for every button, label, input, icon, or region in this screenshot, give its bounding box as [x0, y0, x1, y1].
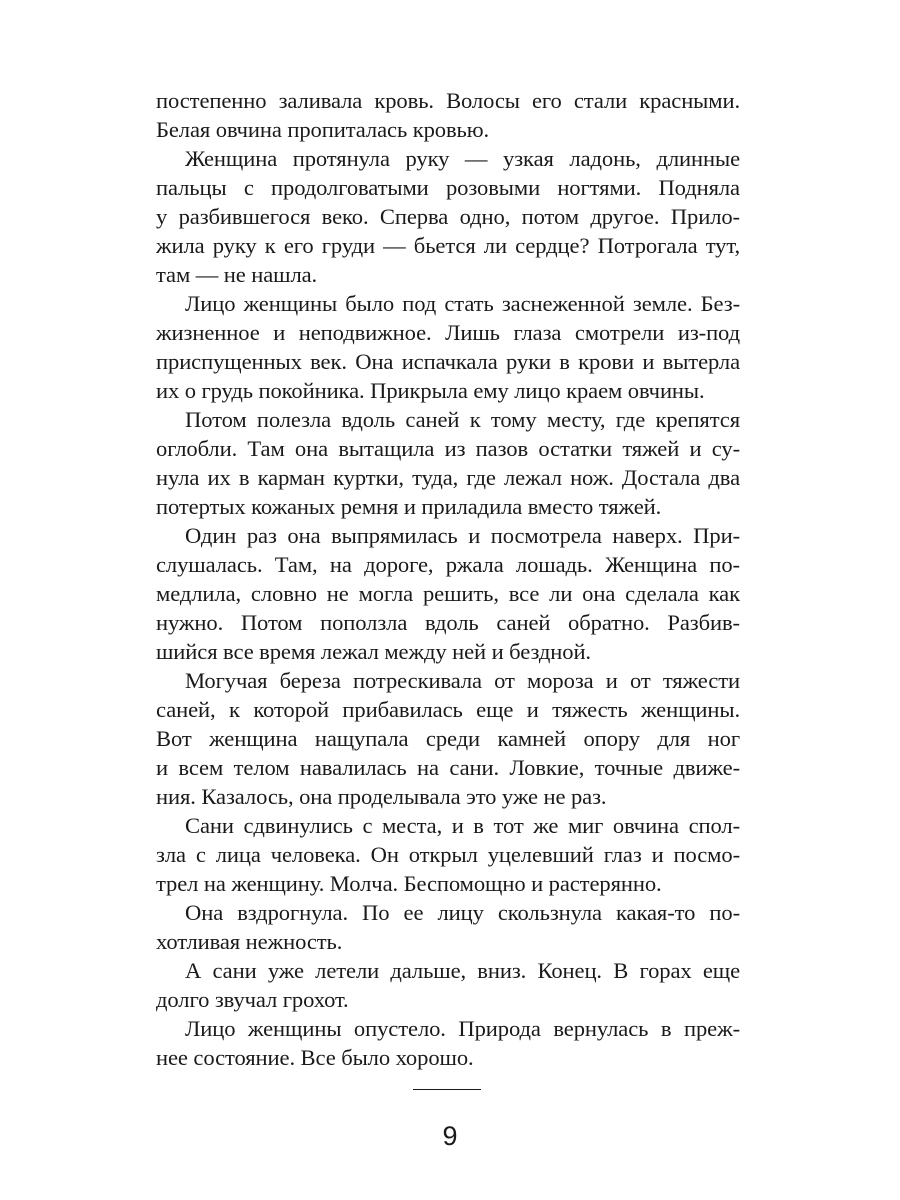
text-line: слушалась. Там, на дороге, ржала лошадь. Женщина по- — [156, 552, 740, 577]
body-text — [156, 86, 740, 1072]
text-line: жизненное и неподвижное. Лишь глаза смотрели из-под — [156, 320, 740, 345]
text-line: оглобли. Там она вытащила из пазов остатки тяжей и су- — [156, 436, 740, 461]
text-line: постепенно заливала кровь. Волосы его стали красными. — [156, 88, 740, 113]
paragraph-8 — [156, 898, 740, 956]
paragraph-9 — [156, 956, 740, 1014]
text-line: жила руку к его груди — бьется ли сердце? Потрогала тут, — [156, 233, 740, 258]
paragraph-10 — [156, 1014, 740, 1072]
text-line: Один раз она выпрямилась и посмотрела наверх. При- — [185, 523, 740, 548]
text-line: ния. Казалось, она проделывала это уже не раз. — [156, 784, 607, 809]
text-line: нула их в карман куртки, туда, где лежал нож. Достала два — [156, 465, 740, 490]
paragraph-3 — [156, 289, 740, 405]
text-line: пальцы с продолговатыми розовыми ногтями. Подняла — [156, 175, 740, 200]
text-line: нужно. Потом поползла вдоль саней обратно. Разбив- — [156, 610, 740, 635]
text-line: потертых кожаных ремня и приладила вместо тяжей. — [156, 494, 662, 519]
text-line: зла с лица человека. Он открыл уцелевший глаз и посмо- — [156, 842, 740, 867]
paragraph-1 — [156, 86, 740, 144]
text-line: Потом полезла вдоль саней к тому месту, где крепятся — [185, 407, 740, 432]
text-line: у разбившегося веко. Сперва одно, потом другое. Прило- — [156, 204, 740, 229]
text-line: хотливая нежность. — [156, 929, 343, 954]
text-line: и всем телом навалилась на сани. Ловкие, точные движе- — [156, 755, 740, 780]
text-line: Вот женщина нащупала среди камней опору для ног — [156, 726, 740, 751]
text-line: медлила, словно не могла решить, все ли она сделала как — [156, 581, 740, 606]
page-number: 9 — [442, 1121, 458, 1151]
paragraph-4 — [156, 405, 740, 521]
paragraph-7 — [156, 811, 740, 898]
text-line: нее состояние. Все было хорошо. — [156, 1045, 474, 1070]
paragraph-2 — [156, 144, 740, 289]
text-line: приспущенных век. Она испачкала руки в крови и вытерла — [156, 349, 740, 374]
paragraph-5 — [156, 521, 740, 666]
text-line: Сани сдвинулись с места, и в тот же миг овчина спол- — [185, 813, 740, 838]
text-line: А сани уже летели дальше, вниз. Конец. В горах еще — [185, 958, 740, 983]
text-line: Лицо женщины опустело. Природа вернулась в преж- — [185, 1016, 740, 1041]
text-line: трел на женщину. Молча. Беспомощно и растерянно. — [156, 871, 662, 896]
text-line: там — не нашла. — [156, 262, 318, 287]
text-line: Лицо женщины было под стать заснеженной земле. Без- — [185, 291, 740, 316]
text-line: Могучая береза потрескивала от мороза и от тяжести — [185, 668, 740, 693]
text-line: их о грудь покойника. Прикрыла ему лицо краем овчины. — [156, 378, 705, 403]
text-line: саней, к которой прибавилась еще и тяжесть женщины. — [156, 697, 740, 722]
text-line: шийся все время лежал между ней и бездной. — [156, 639, 591, 664]
text-line: долго звучал грохот. — [156, 987, 349, 1012]
text-line: Белая овчина пропиталась кровью. — [156, 117, 490, 142]
text-line: Женщина протянула руку — узкая ладонь, длинные — [185, 146, 740, 171]
text-line: Она вздрогнула. По ее лицу скользнула какая-то по- — [185, 900, 740, 925]
paragraph-6 — [156, 666, 740, 811]
section-divider — [413, 1089, 481, 1090]
